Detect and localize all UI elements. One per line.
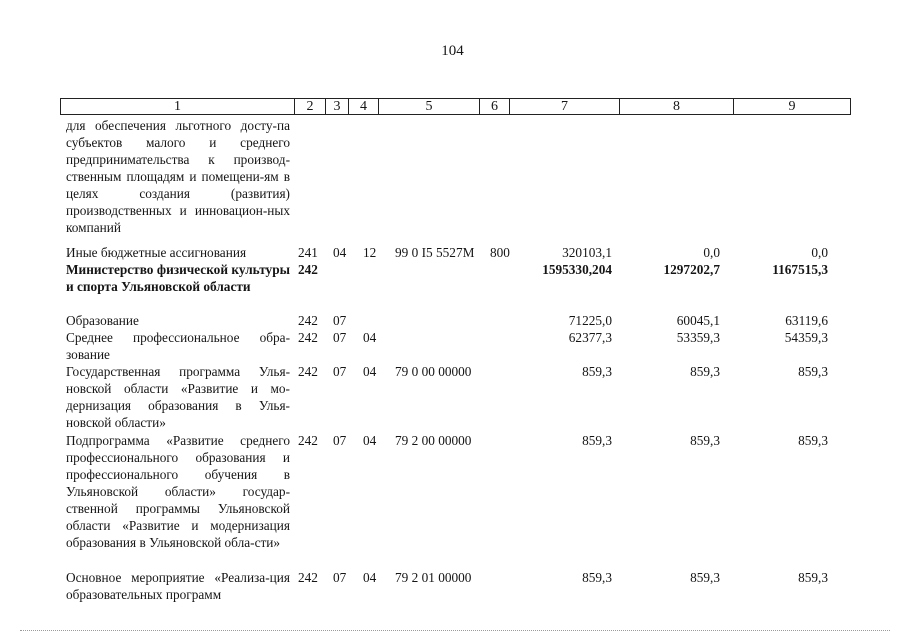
- cell-col-9: 63119,6: [785, 313, 828, 328]
- row-name: Министерство физической культуры и спорта Ульяновской области: [66, 262, 290, 294]
- row-name: Государственная программа Улья-новской области «Развитие и мо-дернизация образования в Улья-новской области»: [66, 364, 290, 430]
- cell-col-3: 04: [333, 245, 347, 260]
- cell-col-3: 07: [333, 313, 347, 328]
- header-col-7: 7: [510, 99, 620, 114]
- cell-col-4: 04: [363, 570, 377, 585]
- cell-col-6: 800: [490, 245, 510, 260]
- cell-col-8: 859,3: [690, 570, 720, 585]
- table-body: [0, 117, 905, 603]
- cell-col-5: 99 0 I5 5527M: [395, 245, 475, 260]
- cell-col-2: 241: [298, 245, 318, 260]
- page-number: 104: [441, 43, 464, 59]
- row-name: для обеспечения льготного досту-па субъектов малого и среднего предпринимательства к производ-ственным площадям и помещени-ям в целях создания (развития) производственных и инновацион-ных компаний: [66, 118, 290, 235]
- cell-col-4: 12: [363, 245, 377, 260]
- cell-col-2: 242: [298, 313, 318, 328]
- cell-col-3: 07: [333, 570, 347, 585]
- table-row: [0, 261, 905, 312]
- cell-col-9: 54359,3: [784, 330, 828, 345]
- cell-col-5: 79 2 00 00000: [395, 433, 472, 448]
- cell-col-4: 04: [363, 330, 377, 345]
- cell-col-2: 242: [298, 364, 318, 379]
- scan-edge-line: [20, 630, 890, 632]
- cell-col-7: 320103,1: [562, 245, 612, 260]
- row-name: Иные бюджетные ассигнования: [66, 245, 247, 260]
- header-col-2: 2: [295, 99, 326, 114]
- table-row: [0, 312, 905, 329]
- cell-col-8: 1297202,7: [663, 262, 720, 277]
- cell-col-8: 859,3: [690, 364, 720, 379]
- cell-col-4: 04: [363, 364, 377, 379]
- cell-col-7: 1595330,204: [542, 262, 612, 277]
- row-name: Образование: [66, 313, 139, 328]
- cell-col-3: 07: [333, 364, 347, 379]
- cell-col-9: 0,0: [811, 245, 828, 260]
- cell-col-2: 242: [298, 433, 318, 448]
- table-row: [0, 117, 905, 244]
- cell-col-3: 07: [333, 330, 347, 345]
- cell-col-8: 53359,3: [676, 330, 720, 345]
- cell-col-7: 62377,3: [568, 330, 612, 345]
- cell-col-8: 859,3: [690, 433, 720, 448]
- header-col-1: 1: [61, 99, 295, 114]
- cell-col-9: 859,3: [798, 570, 828, 585]
- cell-col-9: 1167515,3: [772, 262, 828, 277]
- row-name: Основное мероприятие «Реализа-ция образовательных программ: [66, 570, 290, 602]
- table-header: [60, 98, 851, 115]
- row-name: Среднее профессиональное обра-зование: [66, 330, 290, 362]
- table-row: [0, 244, 905, 261]
- cell-col-9: 859,3: [798, 364, 828, 379]
- cell-col-2: 242: [298, 262, 318, 277]
- cell-col-7: 859,3: [582, 570, 612, 585]
- cell-col-5: 79 2 01 00000: [395, 570, 472, 585]
- cell-col-5: 79 0 00 00000: [395, 364, 472, 379]
- cell-col-3: 07: [333, 433, 347, 448]
- table-row: [0, 569, 905, 603]
- header-col-3: 3: [326, 99, 349, 114]
- header-col-8: 8: [620, 99, 734, 114]
- table-row: [0, 432, 905, 569]
- cell-col-2: 242: [298, 570, 318, 585]
- cell-col-9: 859,3: [798, 433, 828, 448]
- header-col-4: 4: [349, 99, 379, 114]
- cell-col-7: 859,3: [582, 364, 612, 379]
- table-row: [0, 329, 905, 363]
- header-col-6: 6: [480, 99, 510, 114]
- header-col-9: 9: [788, 99, 796, 114]
- cell-col-7: 859,3: [582, 433, 612, 448]
- row-name: Подпрограмма «Развитие среднего профессионального образования и профессионального обучения в Ульяновской области» государ-ственной программы Ульяновской области «Развитие и модернизация образования в Ульяновской обла-сти»: [66, 433, 290, 550]
- cell-col-2: 242: [298, 330, 318, 345]
- table-row: [0, 363, 905, 432]
- cell-col-7: 71225,0: [568, 313, 612, 328]
- cell-col-8: 60045,1: [676, 313, 720, 328]
- cell-col-4: 04: [363, 433, 377, 448]
- header-col-5: 5: [379, 99, 480, 114]
- cell-col-8: 0,0: [703, 245, 720, 260]
